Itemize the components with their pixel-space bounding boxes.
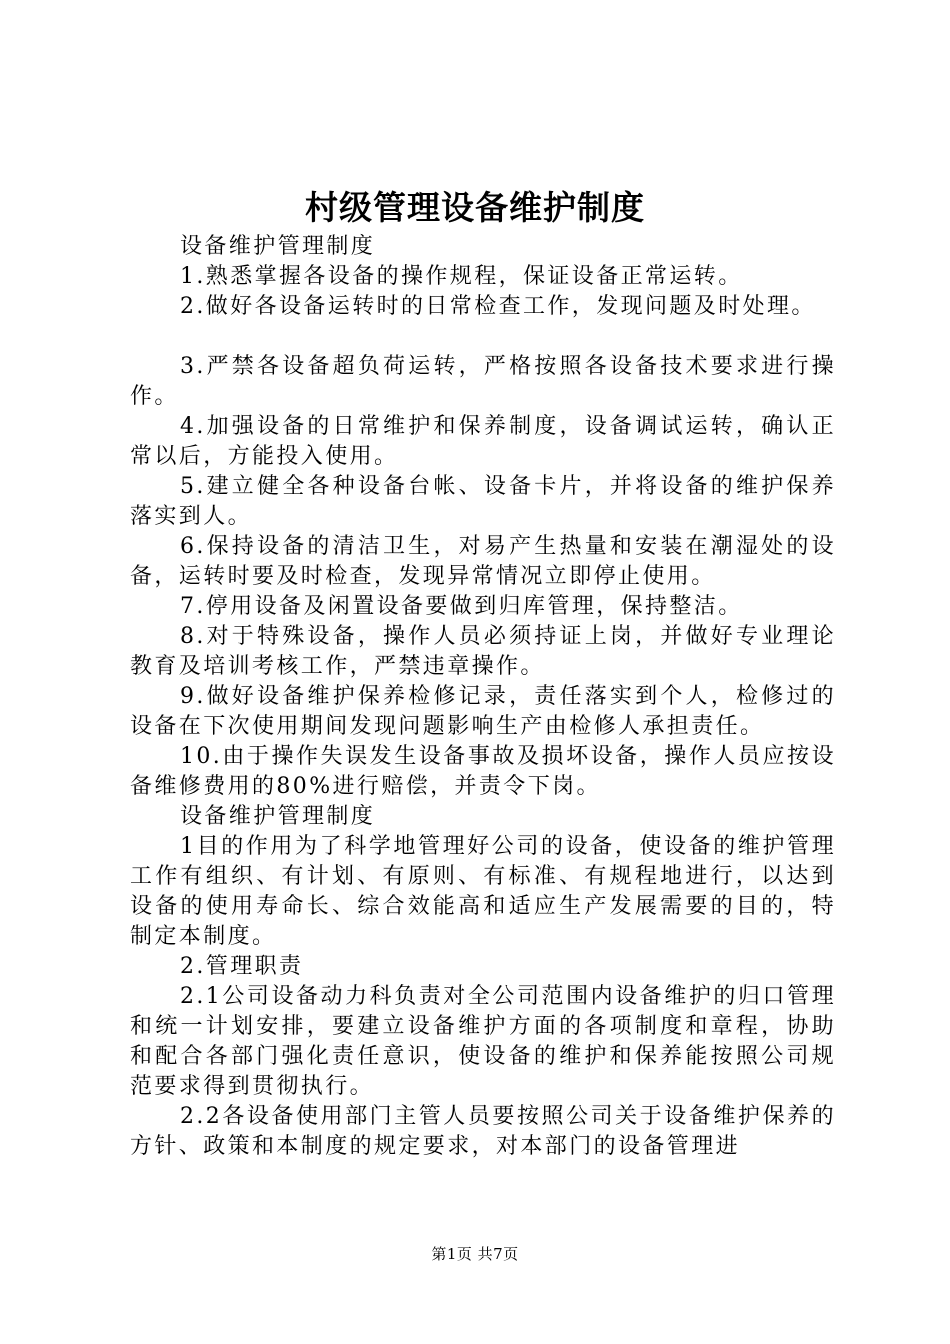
paragraph-rule-10: 10.由于操作失误发生设备事故及损坏设备，操作人员应按设备维修费用的80%进行赔偿，并责令下岗。 bbox=[130, 744, 836, 799]
paragraph-responsibility-2-1: 2.1公司设备动力科负责对全公司范围内设备维护的归口管理和统一计划安排，要建立设备维护方面的各项制度和章程，协助和配合各部门强化责任意识，使设备的维护和保养能按照公司规范要求得到贯彻执行。 bbox=[130, 984, 836, 1099]
paragraph-section-heading-2: 设备维护管理制度 bbox=[180, 804, 376, 829]
paragraph-rule-6: 6.保持设备的清洁卫生，对易产生热量和安装在潮湿处的设备，运转时要及时检查，发现异常情况立即停止使用。 bbox=[130, 534, 836, 589]
page-number-footer: 第1页 共7页 bbox=[431, 1245, 519, 1263]
paragraph-rule-3: 3.严禁各设备超负荷运转，严格按照各设备技术要求进行操作。 bbox=[130, 354, 836, 409]
paragraph-rule-9: 9.做好设备维护保养检修记录，责任落实到个人，检修过的设备在下次使用期间发现问题影响生产由检修人承担责任。 bbox=[130, 684, 836, 739]
paragraph-purpose: 1目的作用为了科学地管理好公司的设备，使设备的维护管理工作有组织、有计划、有原则、有标准、有规程地进行，以达到设备的使用寿命长、综合效能高和适应生产发展需要的目的，特制定本制度。 bbox=[130, 834, 836, 949]
paragraph-responsibilities-heading: 2.管理职责 bbox=[180, 954, 304, 979]
paragraph-rule-4: 4.加强设备的日常维护和保养制度，设备调试运转，确认正常以后，方能投入使用。 bbox=[130, 414, 836, 469]
document-body bbox=[130, 232, 836, 1162]
paragraph-section-heading-1: 设备维护管理制度 bbox=[180, 234, 376, 259]
paragraph-rule-2: 2.做好各设备运转时的日常检查工作，发现问题及时处理。 bbox=[180, 294, 816, 319]
paragraph-rule-7: 7.停用设备及闲置设备要做到归库管理，保持整洁。 bbox=[180, 594, 743, 619]
paragraph-responsibility-2-2: 2.2各设备使用部门主管人员要按照公司关于设备维护保养的方针、政策和本制度的规定要求，对本部门的设备管理进 bbox=[130, 1104, 836, 1159]
paragraph-rule-5: 5.建立健全各种设备台帐、设备卡片，并将设备的维护保养落实到人。 bbox=[130, 474, 836, 529]
document-title: 村级管理设备维护制度 bbox=[305, 188, 645, 227]
paragraph-rule-1: 1.熟悉掌握各设备的操作规程，保证设备正常运转。 bbox=[180, 264, 743, 289]
paragraph-rule-8: 8.对于特殊设备，操作人员必须持证上岗，并做好专业理论教育及培训考核工作，严禁违章操作。 bbox=[130, 624, 836, 679]
